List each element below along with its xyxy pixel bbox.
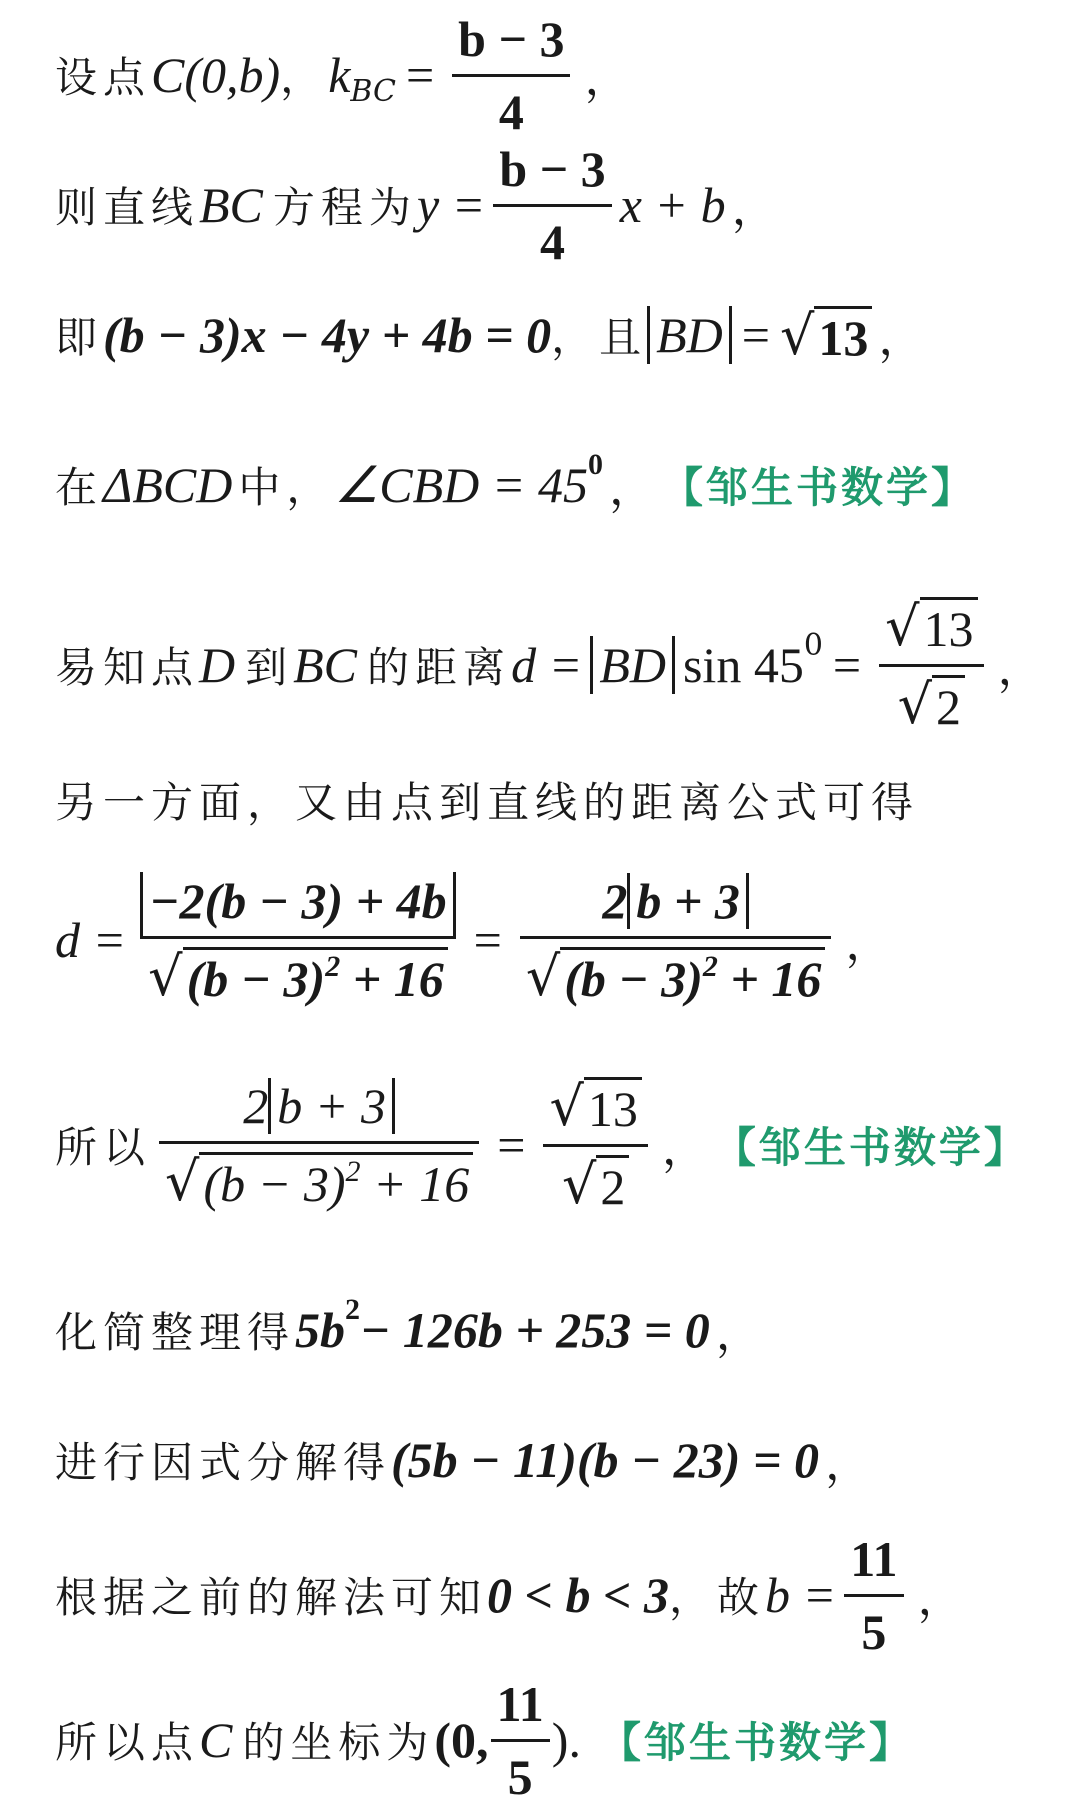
radicand [199, 1152, 473, 1213]
text-coordinates: 的坐标为 [242, 1718, 435, 1767]
text-namely: 即 [55, 313, 104, 362]
text-so: ，故 [669, 1573, 766, 1622]
radicand-tail: + 16 [340, 951, 444, 1007]
text-line-bc: 则直线 [55, 183, 200, 232]
brand-watermark: 【邹生书数学】 [660, 463, 976, 512]
segment-bc: BC [199, 177, 263, 233]
radical-sign: √ [561, 1152, 597, 1216]
text-other-side: 另一方面，又由点到直线的距离公式可得 [55, 778, 920, 827]
slope-subscript: BC [350, 73, 396, 109]
abs-b-plus-3: b + 3 [268, 1078, 395, 1134]
coefficient: 2 [243, 1078, 269, 1134]
text-middle: 中， [238, 463, 335, 512]
line-4 [55, 440, 976, 530]
fraction-2 [520, 872, 832, 1008]
line-6 [55, 770, 919, 830]
factored-equation: (5b − 11)(b − 23) = 0 [391, 1432, 819, 1488]
radicand: 13 [814, 306, 872, 367]
sin-45: sin 45 [682, 637, 804, 693]
line-12 [55, 1675, 914, 1805]
numerator: b − 3 [499, 140, 606, 197]
equals: = [741, 307, 770, 363]
fraction [452, 10, 570, 141]
comma: ， [584, 53, 631, 104]
radicand-tail: + 16 [360, 1156, 470, 1212]
equals: = [497, 1117, 526, 1173]
line-5 [55, 594, 1044, 736]
b-equals: b = [765, 1567, 837, 1623]
line-10 [55, 1420, 871, 1500]
inequality: 0 < b < 3 [487, 1567, 669, 1623]
comma: ， [917, 1573, 964, 1624]
comma: ， [731, 183, 778, 234]
exponent: 2 [702, 950, 718, 983]
text-to: 到 [245, 643, 294, 692]
numerator-abs: −2(b − 3) + 4b [140, 872, 455, 936]
degree-sup: 0 [803, 627, 823, 663]
brand-watermark: 【邹生书数学】 [713, 1123, 1029, 1172]
radicand-base: (b − 3) [186, 951, 326, 1007]
comma: ， [824, 1438, 871, 1489]
text-equation: 方程为 [272, 183, 417, 232]
numerator [596, 872, 755, 936]
radical-sign: √ [779, 303, 815, 367]
text-factorize: 进行因式分解得 [55, 1438, 392, 1487]
denominator: 4 [540, 213, 566, 270]
comma: ， [997, 643, 1044, 694]
comma: ， [845, 918, 892, 969]
denominator-sqrt [556, 1147, 635, 1216]
line-8 [55, 1070, 1029, 1220]
line-9 [55, 1290, 762, 1370]
line-1 [55, 10, 631, 140]
segment-bc: BC [293, 637, 358, 693]
line-2 [55, 140, 778, 270]
text-therefore: 所以 [55, 1123, 152, 1172]
fraction [493, 140, 611, 271]
radicand: 2 [932, 675, 965, 736]
numerator: 11 [850, 1530, 898, 1587]
comma: ， [878, 313, 925, 364]
denominator: 5 [861, 1603, 887, 1660]
tail: x + b [619, 177, 726, 233]
text-so-point: 所以点 [55, 1718, 200, 1767]
denominator-sqrt [520, 939, 832, 1008]
radicand [560, 947, 825, 1008]
fraction-right [543, 1075, 647, 1216]
fraction-left [159, 1077, 479, 1213]
slope-k: k [328, 47, 351, 103]
line-equation: (b − 3)x − 4y + 4b = 0 [103, 307, 552, 363]
radical-sign: √ [549, 1074, 584, 1138]
angle-cbd: ∠CBD = 45 [334, 457, 588, 513]
point-c: C(0,b) [151, 47, 281, 103]
radicand-base: (b − 3) [203, 1156, 346, 1212]
denominator: 5 [507, 1748, 533, 1805]
abs-bd: BD [590, 636, 675, 694]
line-7 [55, 860, 891, 1020]
denominator-sqrt [892, 667, 971, 736]
d-equals: d = [511, 637, 583, 693]
quadratic-lead: 5b [295, 1302, 346, 1358]
exponent: 2 [325, 950, 341, 983]
numerator: 11 [496, 1675, 544, 1732]
radical-sign: √ [885, 594, 920, 658]
equals: = [473, 912, 502, 968]
fraction [844, 1530, 903, 1661]
denominator: 4 [498, 83, 524, 140]
text-simplify: 化简整理得 [55, 1308, 296, 1357]
comma: ， [715, 1308, 762, 1359]
radical-sign: √ [897, 672, 933, 736]
abs-b-plus-3: b + 3 [627, 873, 749, 929]
sqrt [780, 304, 872, 367]
abs-bd: BD [647, 306, 732, 364]
numerator-sqrt [543, 1075, 647, 1144]
brand-watermark: 【邹生书数学】 [598, 1718, 914, 1767]
radical-sign: √ [148, 945, 183, 1008]
open-paren: (0, [434, 1712, 489, 1768]
numerator: b − 3 [458, 10, 565, 67]
d-equals: d = [55, 912, 127, 968]
denominator-sqrt [159, 1144, 479, 1213]
fraction [879, 595, 983, 736]
numerator-sqrt [879, 595, 983, 664]
denominator-sqrt [142, 939, 454, 1008]
radicand: 13 [920, 597, 978, 658]
triangle-bcd: ΔBCD [103, 457, 233, 513]
text-based-on: 根据之前的解法可知 [55, 1573, 488, 1622]
exponent: 2 [345, 1155, 361, 1188]
equals: = [832, 637, 862, 693]
radicand [183, 947, 448, 1008]
degree-sup: 0 [587, 448, 603, 481]
radicand: 13 [584, 1077, 642, 1138]
fraction [491, 1675, 550, 1806]
quadratic-rest: − 126b + 253 = 0 [360, 1302, 710, 1358]
text-easy-know: 易知点 [55, 643, 200, 692]
fraction-1 [140, 872, 455, 1008]
text-distance: 的距离 [367, 643, 512, 692]
radical-sign: √ [165, 1150, 200, 1213]
radicand: 2 [596, 1155, 629, 1216]
equals: = [405, 47, 435, 103]
exponent: 2 [345, 1293, 361, 1326]
text-in: 在 [55, 463, 104, 512]
numerator [237, 1077, 401, 1141]
radicand-base: (b − 3) [564, 951, 703, 1007]
text-and: ，且 [551, 313, 648, 362]
comma: ， [661, 1123, 708, 1174]
line-3 [55, 290, 924, 380]
text-set-point: 设点 [55, 53, 152, 102]
comma: ， [608, 463, 655, 514]
line-11 [55, 1530, 964, 1660]
radicand-tail: + 16 [717, 951, 822, 1007]
point-d: D [199, 637, 236, 693]
y-equals: y = [416, 177, 486, 233]
close-paren: ). [551, 1712, 581, 1768]
radical-sign: √ [525, 945, 561, 1008]
coefficient: 2 [602, 873, 628, 929]
point-c: C [199, 1712, 233, 1768]
comma: ， [280, 53, 329, 102]
